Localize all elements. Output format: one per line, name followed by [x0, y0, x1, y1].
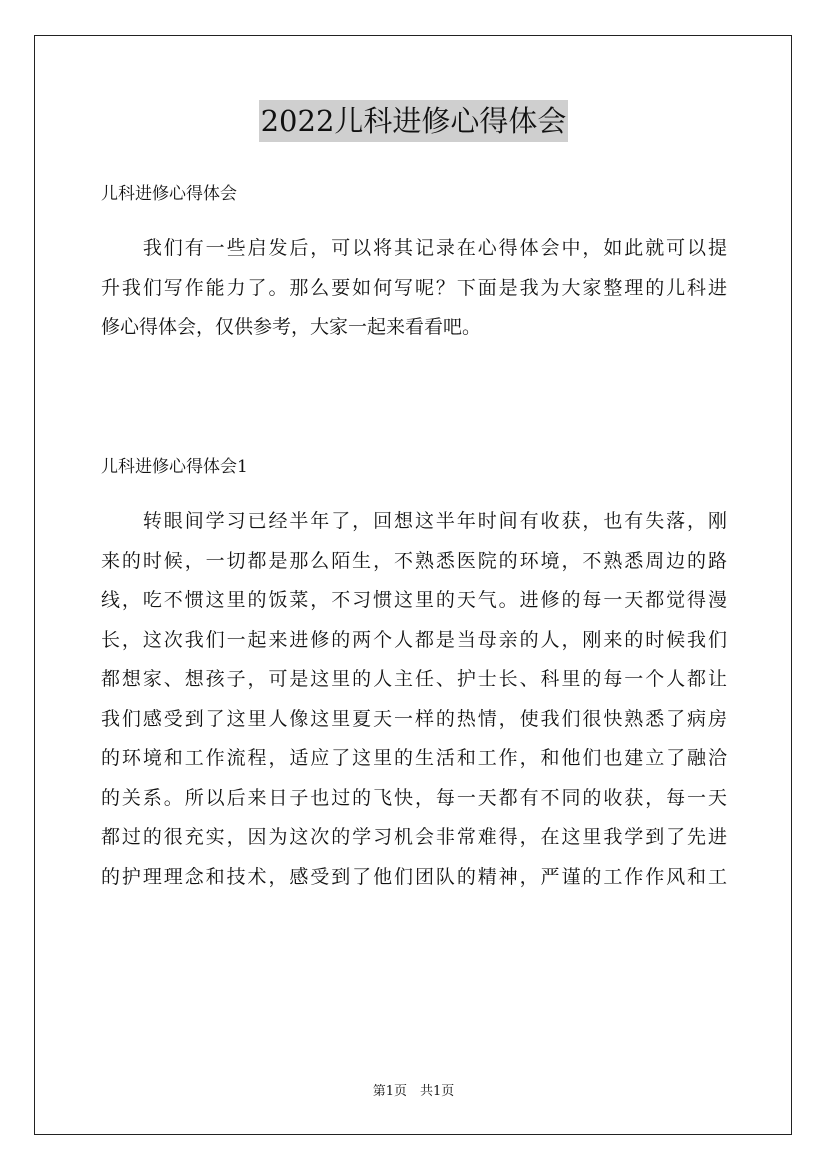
- document-subtitle: 儿科进修心得体会: [101, 184, 237, 204]
- text-line: 线，吃不惯这里的饭菜，不习惯这里的天气。进修的每一天都觉得漫: [101, 589, 727, 611]
- text-line: 的关系。所以后来日子也过的飞快，每一天都有不同的收获，每一天: [101, 786, 727, 809]
- text-line: 的护理理念和技术，感受到了他们团队的精神，严谨的工作作风和工: [101, 865, 727, 888]
- text-line: 的环境和工作流程，适应了这里的生活和工作，和他们也建立了融洽: [101, 747, 727, 769]
- document-title: 2022儿科进修心得体会: [259, 100, 569, 142]
- text-line: 转眼间学习已经半年了，回想这半年时间有收获，也有失落，刚: [101, 510, 727, 532]
- text-line: 都过的很充实，因为这次的学习机会非常难得，在这里我学到了先进: [101, 826, 727, 848]
- intro-paragraph: [101, 236, 727, 355]
- text-line: 都想家、想孩子，可是这里的人主任、护士长、科里的每一个人都让: [101, 668, 727, 690]
- text-line: 长，这次我们一起来进修的两个人都是当母亲的人，刚来的时候我们: [101, 628, 727, 651]
- text-line: 我们感受到了这里人像这里夏天一样的热情，使我们很快熟悉了病房: [101, 707, 727, 730]
- page-footer: 第1页 共1页: [372, 1084, 455, 1099]
- text-line: 我们有一些启发后，可以将其记录在心得体会中，如此就可以提: [101, 237, 727, 259]
- text-line: 升我们写作能力了。那么要如何写呢？下面是我为大家整理的儿科进: [101, 276, 727, 299]
- body-paragraph: [101, 509, 727, 904]
- section-heading: 儿科进修心得体会1: [101, 457, 248, 477]
- text-line: 修心得体会，仅供参考，大家一起来看看吧。: [101, 316, 482, 338]
- text-line: 来的时候，一切都是那么陌生，不熟悉医院的环境，不熟悉周边的路: [101, 549, 727, 572]
